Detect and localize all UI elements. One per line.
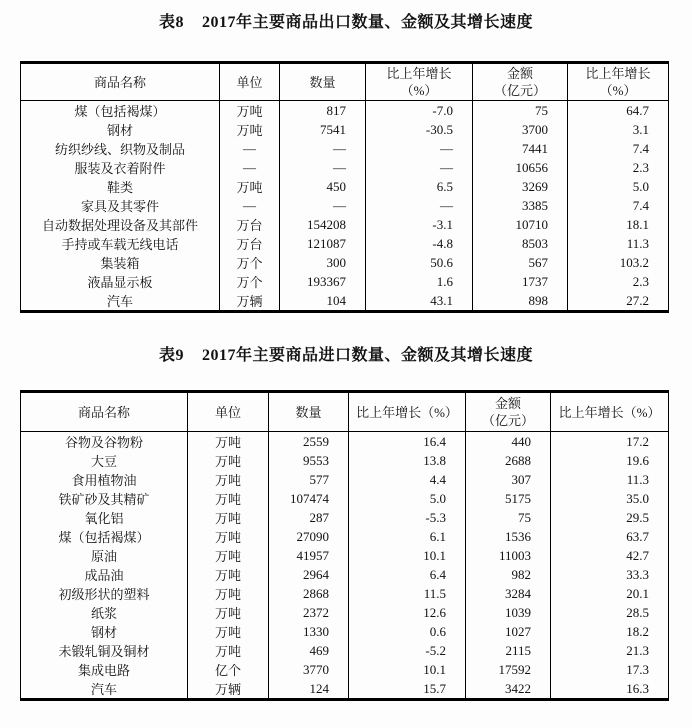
value-cell: 16.4 <box>349 432 466 452</box>
value-cell: 124 <box>269 679 349 700</box>
value-cell: 万吨 <box>188 565 269 584</box>
table-row <box>21 527 669 546</box>
commodity-name-cell: 集装箱 <box>100 256 140 271</box>
value-cell: — <box>366 139 473 158</box>
col-header-amount-growth: 比上年增长 （%） <box>568 63 669 101</box>
value-cell: 17.3 <box>551 660 669 679</box>
col-header-amount: 金额 （亿元） <box>473 63 568 101</box>
value-cell: 5.0 <box>349 489 466 508</box>
value-cell: 10.1 <box>349 546 466 565</box>
value-cell: 469 <box>269 641 349 660</box>
value-cell: 1536 <box>466 527 551 546</box>
value-cell: 13.8 <box>349 451 466 470</box>
commodity-name-cell: 钢材 <box>106 123 133 138</box>
commodity-name-cell: 纸浆 <box>90 606 117 621</box>
value-cell: 2688 <box>466 451 551 470</box>
value-cell: 17592 <box>466 660 551 679</box>
value-cell: 1.6 <box>366 272 473 291</box>
value-cell: 817 <box>280 101 366 121</box>
value-cell: 12.6 <box>349 603 466 622</box>
commodity-name-cell: 原油 <box>90 549 117 564</box>
value-cell: 2372 <box>269 603 349 622</box>
value-cell: 121087 <box>280 234 366 253</box>
table8-title-text: 2017年主要商品出口数量、金额及其增长速度 <box>202 14 534 31</box>
value-cell: 15.7 <box>349 679 466 700</box>
value-cell: 75 <box>473 101 568 121</box>
col-header-commodity: 商品名称 <box>21 392 188 432</box>
table9-title-text: 2017年主要商品进口数量、金额及其增长速度 <box>202 347 534 364</box>
value-cell: 10.1 <box>349 660 466 679</box>
table-row <box>21 470 669 489</box>
table-row <box>21 120 669 139</box>
value-cell: 7541 <box>280 120 366 139</box>
value-cell: 3700 <box>473 120 568 139</box>
commodity-name-cell: 氧化铝 <box>84 511 124 526</box>
table-row <box>21 565 669 584</box>
value-cell: 万个 <box>220 272 280 291</box>
table-row <box>21 451 669 470</box>
commodity-name-cell: 液晶显示板 <box>87 275 153 290</box>
import-table <box>20 390 669 701</box>
value-cell: 万吨 <box>220 101 280 121</box>
value-cell: 17.2 <box>551 432 669 452</box>
col-header-unit: 单位 <box>188 392 269 432</box>
commodity-name-cell: 服装及衣着附件 <box>74 161 166 176</box>
value-cell: — <box>366 158 473 177</box>
commodity-name-cell: 初级形状的塑料 <box>58 587 150 602</box>
table-row <box>21 622 669 641</box>
value-cell: 3269 <box>473 177 568 196</box>
value-cell: 4.4 <box>349 470 466 489</box>
value-cell: 29.5 <box>551 508 669 527</box>
commodity-name-cell: 钢材 <box>90 625 117 640</box>
commodity-name-cell: 家具及其零件 <box>80 199 159 214</box>
value-cell: 万吨 <box>220 120 280 139</box>
commodity-name-cell: 汽车 <box>106 294 133 309</box>
value-cell: 11.5 <box>349 584 466 603</box>
value-cell: 7441 <box>473 139 568 158</box>
value-cell: 107474 <box>269 489 349 508</box>
value-cell: — <box>366 196 473 215</box>
value-cell: 300 <box>280 253 366 272</box>
commodity-name-cell: 集成电路 <box>77 663 130 678</box>
value-cell: 50.6 <box>366 253 473 272</box>
value-cell: 450 <box>280 177 366 196</box>
value-cell: 577 <box>269 470 349 489</box>
value-cell: 万吨 <box>188 584 269 603</box>
table-row <box>21 177 669 196</box>
value-cell: 41957 <box>269 546 349 565</box>
col-header-quantity: 数量 <box>269 392 349 432</box>
value-cell: 75 <box>466 508 551 527</box>
value-cell: 7.4 <box>568 139 669 158</box>
value-cell: — <box>220 139 280 158</box>
table-row <box>21 603 669 622</box>
col-header-amount: 金额 （亿元） <box>466 392 551 432</box>
document-page <box>0 13 692 728</box>
col-header-quantity-growth: 比上年增长 （%） <box>366 63 473 101</box>
table-row <box>21 139 669 158</box>
value-cell: 307 <box>466 470 551 489</box>
value-cell: 35.0 <box>551 489 669 508</box>
value-cell: 11.3 <box>568 234 669 253</box>
value-cell: 万吨 <box>188 470 269 489</box>
value-cell: 万吨 <box>188 527 269 546</box>
value-cell: 2559 <box>269 432 349 452</box>
value-cell: -5.2 <box>349 641 466 660</box>
commodity-name-cell: 鞋类 <box>106 180 133 195</box>
value-cell: 0.6 <box>349 622 466 641</box>
table-row <box>21 158 669 177</box>
value-cell: 193367 <box>280 272 366 291</box>
value-cell: 8503 <box>473 234 568 253</box>
value-cell: 5175 <box>466 489 551 508</box>
value-cell: 1737 <box>473 272 568 291</box>
commodity-name-cell: 自动数据处理设备及其部件 <box>41 218 198 233</box>
export-table-header <box>21 63 669 101</box>
commodity-name-cell: 手持或车载无线电话 <box>61 237 179 252</box>
commodity-name-cell: 汽车 <box>90 682 117 697</box>
value-cell: 10656 <box>473 158 568 177</box>
value-cell: 64.7 <box>568 101 669 121</box>
value-cell: -5.3 <box>349 508 466 527</box>
commodity-name-cell: 煤（包括褐煤） <box>58 530 150 545</box>
value-cell: 63.7 <box>551 527 669 546</box>
value-cell: 287 <box>269 508 349 527</box>
value-cell: 982 <box>466 565 551 584</box>
export-table-body <box>21 101 669 312</box>
commodity-name-cell: 纺织纱线、织物及制品 <box>54 142 185 157</box>
value-cell: 567 <box>473 253 568 272</box>
value-cell: 万吨 <box>220 177 280 196</box>
value-cell: 28.5 <box>551 603 669 622</box>
value-cell: 万吨 <box>188 451 269 470</box>
value-cell: 万台 <box>220 234 280 253</box>
commodity-name-cell: 食用植物油 <box>71 473 137 488</box>
col-header-commodity: 商品名称 <box>21 63 220 101</box>
value-cell: 2868 <box>269 584 349 603</box>
value-cell: 27090 <box>269 527 349 546</box>
value-cell: -30.5 <box>366 120 473 139</box>
header-row <box>21 63 669 101</box>
value-cell: 7.4 <box>568 196 669 215</box>
value-cell: 2.3 <box>568 158 669 177</box>
value-cell: 27.2 <box>568 291 669 312</box>
value-cell: 2115 <box>466 641 551 660</box>
table8-title <box>0 13 692 32</box>
value-cell: -3.1 <box>366 215 473 234</box>
value-cell: 42.7 <box>551 546 669 565</box>
value-cell: 亿个 <box>188 660 269 679</box>
value-cell: 154208 <box>280 215 366 234</box>
value-cell: 104 <box>280 291 366 312</box>
value-cell: 33.3 <box>551 565 669 584</box>
value-cell: — <box>220 196 280 215</box>
value-cell: 2.3 <box>568 272 669 291</box>
table-row <box>21 291 669 312</box>
commodity-name-cell: 成品油 <box>84 568 124 583</box>
value-cell: 9553 <box>269 451 349 470</box>
value-cell: -7.0 <box>366 101 473 121</box>
table-row <box>21 508 669 527</box>
value-cell: 万个 <box>220 253 280 272</box>
value-cell: 6.1 <box>349 527 466 546</box>
col-header-quantity-growth: 比上年增长（%） <box>349 392 466 432</box>
value-cell: 1330 <box>269 622 349 641</box>
col-header-amount-growth: 比上年增长（%） <box>551 392 669 432</box>
value-cell: 19.6 <box>551 451 669 470</box>
table-row <box>21 489 669 508</box>
value-cell: 20.1 <box>551 584 669 603</box>
value-cell: 10710 <box>473 215 568 234</box>
value-cell: -4.8 <box>366 234 473 253</box>
export-table <box>20 61 669 313</box>
value-cell: — <box>280 158 366 177</box>
value-cell: 2964 <box>269 565 349 584</box>
value-cell: 6.4 <box>349 565 466 584</box>
value-cell: 6.5 <box>366 177 473 196</box>
value-cell: 11003 <box>466 546 551 565</box>
commodity-name-cell: 大豆 <box>90 454 117 469</box>
value-cell: 万吨 <box>188 622 269 641</box>
value-cell: 3.1 <box>568 120 669 139</box>
value-cell: 万辆 <box>188 679 269 700</box>
table-row <box>21 546 669 565</box>
value-cell: 21.3 <box>551 641 669 660</box>
table-row <box>21 432 669 452</box>
value-cell: 43.1 <box>366 291 473 312</box>
value-cell: 万辆 <box>220 291 280 312</box>
commodity-name-cell: 未锻轧铜及铜材 <box>58 644 150 659</box>
col-header-unit: 单位 <box>220 63 280 101</box>
table8-title-label: 表8 <box>158 14 184 31</box>
value-cell: 3385 <box>473 196 568 215</box>
table-row <box>21 196 669 215</box>
table-row <box>21 679 669 700</box>
value-cell: 万吨 <box>188 546 269 565</box>
table9-title <box>0 346 692 365</box>
value-cell: 3284 <box>466 584 551 603</box>
value-cell: 3770 <box>269 660 349 679</box>
value-cell: — <box>280 196 366 215</box>
value-cell: 18.2 <box>551 622 669 641</box>
table-row <box>21 253 669 272</box>
table-row <box>21 660 669 679</box>
header-row <box>21 392 669 432</box>
table-row <box>21 215 669 234</box>
value-cell: 3422 <box>466 679 551 700</box>
value-cell: 1039 <box>466 603 551 622</box>
import-table-header <box>21 392 669 432</box>
value-cell: 440 <box>466 432 551 452</box>
value-cell: 16.3 <box>551 679 669 700</box>
value-cell: 万吨 <box>188 489 269 508</box>
value-cell: 103.2 <box>568 253 669 272</box>
table-row <box>21 584 669 603</box>
value-cell: — <box>280 139 366 158</box>
value-cell: 5.0 <box>568 177 669 196</box>
import-table-body <box>21 432 669 700</box>
value-cell: 万吨 <box>188 603 269 622</box>
value-cell: 万吨 <box>188 508 269 527</box>
value-cell: 万吨 <box>188 432 269 452</box>
value-cell: — <box>220 158 280 177</box>
commodity-name-cell: 煤（包括褐煤） <box>74 104 166 119</box>
table-row <box>21 272 669 291</box>
col-header-quantity: 数量 <box>280 63 366 101</box>
value-cell: 18.1 <box>568 215 669 234</box>
value-cell: 11.3 <box>551 470 669 489</box>
value-cell: 898 <box>473 291 568 312</box>
table-row <box>21 101 669 121</box>
commodity-name-cell: 铁矿砂及其精矿 <box>58 492 150 507</box>
commodity-name-cell: 谷物及谷物粉 <box>64 435 143 450</box>
table-row <box>21 641 669 660</box>
value-cell: 万台 <box>220 215 280 234</box>
table9-title-label: 表9 <box>158 347 184 364</box>
value-cell: 1027 <box>466 622 551 641</box>
value-cell: 万吨 <box>188 641 269 660</box>
table-row <box>21 234 669 253</box>
